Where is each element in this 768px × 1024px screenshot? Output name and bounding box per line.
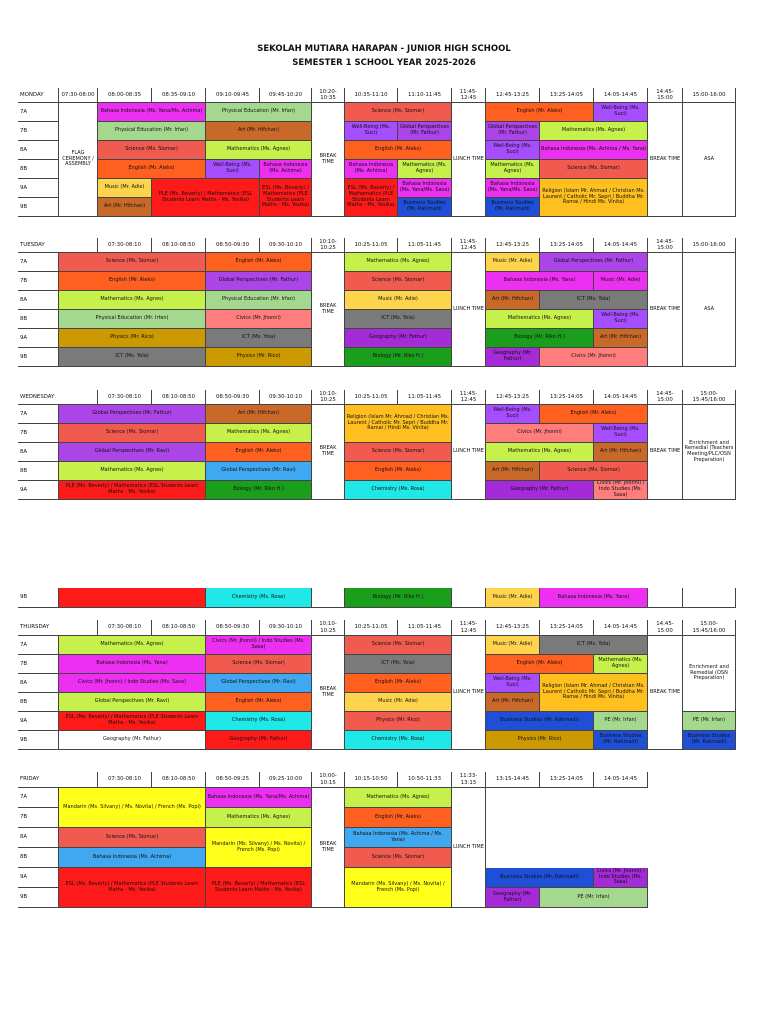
time-slot-header: 10:50-11:33 [398,772,452,788]
subject-cell: Science (Ms. Siomar) [345,848,452,868]
subject-cell: Bahasa Indonesia (Ms. Achima / Ms. Yana) [540,141,648,160]
subject-cell: Civics (Mr. Jhonni) [206,310,312,329]
subject-cell: PLE (Ms. Beverly) / Mathematics (ESL Students Learn Maths - Ms. Yesika) [152,179,260,217]
break-time: BREAK TIME [312,788,345,908]
subject-cell: Well-Being (Ms. Suci) [486,405,540,424]
time-slot-header: 08:50-09:30 [206,390,260,405]
subject-cell: Physics (Mr. Rico) [345,712,452,731]
subject-cell: ICT (Ms. Yola) [345,310,452,329]
subject-cell: ESL (Ms. Beverly) / Mathematics (PLE Students Learn Maths - Ms. Yesika) [260,179,312,217]
subject-cell: Mathematics (Ms. Agnes) [594,655,648,674]
subject-cell: Bahasa Indonesia (Ms. Achima) [345,160,398,179]
class-label: 9B [18,888,59,908]
break-time [648,588,683,608]
subject-cell: Well-Being (Ms. Suci) [486,141,540,160]
subject-cell: Bahasa Indonesia (Ms. Yana/Ms. Achima) [98,103,206,122]
subject-cell: Business Studies (Mr. Rahmadi) [486,198,540,217]
day-label: TUESDAY [18,238,98,253]
subject-cell: ICT (Ms. Yola) [206,329,312,348]
subject-cell: Music (Mr. Adie) [98,179,152,198]
class-label: 9B [18,348,59,367]
subject-cell: Art (Mr. Hifchan) [486,291,540,310]
class-label: 7A [18,253,59,272]
time-slot-header: 15:00-15:45/16:00 [683,620,736,636]
subject-cell: Well-Being (Ms. Suci) [594,103,648,122]
subject-cell: Biology (Mr. Riko H.) [206,481,312,500]
time-slot-header: 12:45-13:25 [486,88,540,103]
class-label: 9A [18,329,59,348]
subject-cell: PE (Mr. Irfan) [683,712,736,731]
day-label: FRIDAY [18,772,98,788]
lunch-time: LUNCH TIME [452,253,486,367]
subject-cell: Mathematics (Ms. Agnes) [345,253,452,272]
class-label: 7B [18,122,59,141]
subject-cell: ICT (Ms. Yola) [59,348,206,367]
subject-cell: Mandarin (Ms. Silvany) / Ms. Novita) / French (Ms. Popi) [206,828,312,868]
class-label: 8B [18,848,59,868]
class-label: 8A [18,141,59,160]
subject-cell: Mathematics (Ms. Agnes) [206,808,312,828]
subject-cell: Civics (Mr. Jhonni) [486,424,594,443]
subject-cell: Science (Ms. Siomar) [345,636,452,655]
time-slot-header: 09:30-10:10 [260,238,312,253]
time-slot-header: 09:30-10:10 [260,390,312,405]
class-label: 8A [18,828,59,848]
time-slot-header: 07:30-08:10 [98,390,152,405]
lunch-time: LUNCH TIME [452,788,486,908]
subject-cell: English (Mr. Aleks) [486,103,594,122]
subject-cell: Geography (Mr. Fathur) [486,888,540,908]
time-slot-header: 14:05-14:45 [594,772,648,788]
subject-cell: PLE (Ms. Beverly) / Mathematics (ESL Students Learn Maths - Ms. Yesika) [59,481,206,500]
subject-cell: ICT (Ms. Yola) [540,636,648,655]
subject-cell: Physical Education (Mr. Irfan) [59,310,206,329]
class-label: 9A [18,868,59,888]
subject-cell: Global Perspectives (Mr. Fathur) [398,122,452,141]
subject-cell: Bahasa Indonesia (Ms. Yana/Ms. Sasa) [486,179,540,198]
time-slot-header: 10:00-10:15 [312,772,345,788]
time-slot-header: 11:45-12:45 [452,390,486,405]
subject-cell: Science (Ms. Siomar) [540,160,648,179]
lunch-time [452,588,486,608]
subject-cell: Physics (Mr. Rico) [206,348,312,367]
time-slot-header: 13:25-14:05 [540,620,594,636]
subject-cell: Mathematics (Ms. Agnes) [540,122,648,141]
subject-cell: Biology (Mr. Riko H.) [345,348,452,367]
subject-cell: Mathematics (Ms. Agnes) [486,443,594,462]
subject-cell: Mathematics (Ms. Agnes) [486,310,594,329]
subject-cell: ESL (Ms. Beverly) / Mathematics (PLE Students Learn Maths - Ms. Yesika) [345,179,398,217]
break-time [312,588,345,608]
subject-cell: Religion (Islam Mr. Ahmad / Christian Ms. Laurent / Catholic Mr. Sepri / Buddha Mr. Ramai / Hindi Ms. Vinita) [345,405,452,443]
enrichment-remedial: Enrichment and Remedial (OSN Preparation) [683,636,736,712]
class-label: 7B [18,655,59,674]
break-time: BREAK TIME [312,405,345,500]
time-slot-header: 14:05-14:45 [594,620,648,636]
class-label: 8A [18,291,59,310]
time-slot-header: 13:25-14:05 [540,238,594,253]
class-label: 7B [18,272,59,291]
title-line-1: SEKOLAH MUTIARA HARAPAN - JUNIOR HIGH SCHOOL [257,44,511,54]
subject-cell: Mathematics (Ms. Agnes) [59,291,206,310]
time-slot-header: 14:45-15:00 [648,390,683,405]
time-slot-header: 12:45-13:25 [486,390,540,405]
time-slot-header: 12:45-13:25 [486,620,540,636]
time-slot-header: 09:10-09:45 [206,88,260,103]
day-label: WEDNESDAY [18,390,98,405]
subject-cell: ICT (Ms. Yola) [540,291,648,310]
subject-cell: Mathematics (Ms. Agnes) [206,141,312,160]
subject-cell: Geography (Mr. Fathur) [486,348,540,367]
subject-cell: English (Mr. Aleks) [98,160,206,179]
subject-cell: Well-Being (Ms. Suci) [486,674,540,693]
class-label: 9A [18,179,59,198]
lunch-time: LUNCH TIME [452,103,486,217]
class-label: 7A [18,103,59,122]
time-slot-header: 11:05-11:45 [398,390,452,405]
subject-cell: Bahasa Indonesia (Ms. Yana) [486,272,594,291]
flag-ceremony: FLAG CEREMONY / ASSEMBLY [59,103,98,217]
class-label: 7A [18,636,59,655]
time-slot-header: 11:05-11:45 [398,238,452,253]
subject-cell: Science (Ms. Siomar) [345,443,452,462]
subject-cell: Physics (Mr. Rico) [486,731,594,750]
break-time: BREAK TIME [648,253,683,367]
subject-cell: Mathematics (Ms. Agnes) [398,160,452,179]
time-slot-header: 11:45-12:45 [452,88,486,103]
lunch-time: LUNCH TIME [452,636,486,750]
subject-cell: English (Mr. Aleks) [345,141,452,160]
subject-cell: PLE (Ms. Beverly) / Mathematics (ESL Students Learn Maths - Ms. Yesika) [206,868,312,908]
time-slot-header: 11:45-12:45 [452,238,486,253]
time-slot-header: 11:33-13:15 [452,772,486,788]
subject-cell: Art (Mr. Hifchan) [594,443,648,462]
subject-cell: PE (Mr. Irfan) [594,712,648,731]
class-label: 7B [18,424,59,443]
break-time: BREAK TIME [312,636,345,750]
subject-cell: Mathematics (Ms. Agnes) [345,788,452,808]
subject-cell: Music (Mr. Adie) [594,272,648,291]
subject-cell: Religion (Islam Mr. Ahmad / Christian Ms. Laurent / Catholic Mr. Sepri / Buddha Mr. Ramai / Hindi Ms. Vinita) [540,674,648,712]
subject-cell: Music (Mr. Adie) [486,588,540,608]
title-line-2: SEMESTER 1 SCHOOL YEAR 2025-2026 [292,58,476,68]
subject-cell: Biology (Mr. Riko H.) [486,329,594,348]
subject-cell: Bahasa Indonesia (Ms. Yana/Ms. Sasa) [398,179,452,198]
time-slot-header: 15:00-16:00 [683,238,736,253]
subject-cell: Bahasa Indonesia (Ms. Yana) [59,655,206,674]
subject-cell: Mathematics (Ms. Agnes) [486,160,540,179]
subject-cell: Music (Mr. Adie) [345,291,452,310]
subject-cell: Bahasa Indonesia (Ms. Achima / Ms. Yana) [345,828,452,848]
time-slot-header: 14:05-14:45 [594,238,648,253]
subject-cell: Bahasa Indonesia (Ms. Achima) [260,160,312,179]
subject-cell: English (Mr. Aleks) [345,674,452,693]
subject-cell: Mathematics (Ms. Agnes) [59,636,206,655]
time-slot-header: 10:20-10:35 [312,88,345,103]
time-slot-header: 10:35-11:10 [345,88,398,103]
subject-cell: Chemistry (Ms. Rosa) [206,712,312,731]
subject-cell: Music (Mr. Adie) [486,636,540,655]
time-slot-header: 08:50-09:25 [206,772,260,788]
class-label: 7A [18,405,59,424]
time-slot-header: 09:30-10:10 [260,620,312,636]
time-slot-header: 11:45-12:45 [452,620,486,636]
subject-cell: Science (Ms. Siomar) [206,655,312,674]
subject-cell: Global Perspectives (Mr. Ravi) [59,443,206,462]
time-slot-header: 08:50-09:30 [206,238,260,253]
subject-cell: PE (Mr. Irfan) [540,888,648,908]
subject-cell: Global Perspectives (Mr. Fathur) [540,253,648,272]
subject-cell: Science (Ms. Siomar) [59,253,206,272]
subject-cell: English (Mr. Aleks) [486,655,594,674]
time-slot-header: 11:05-11:45 [398,620,452,636]
subject-cell: English (Mr. Aleks) [345,462,452,481]
subject-cell: Business Studies (Mr. Rahmadi) [594,731,648,750]
break-time: BREAK TIME [648,636,683,750]
time-slot-header: 14:05-14:45 [594,88,648,103]
subject-cell: English (Mr. Aleks) [540,405,648,424]
class-label: 9A [18,481,59,500]
subject-cell: Biology (Mr. Riko H.) [345,588,452,608]
subject-cell: Civics (Mr. Jhonni) / Indo Studies (Ms. Sasa) [206,636,312,655]
enrichment-remedial: Enrichment and Remedial (Teachers Meeting/PLC/OSN Preparation) [683,405,736,500]
subject-cell: Geography (Mr. Fathur) [206,731,312,750]
subject-cell: Mathematics (Ms. Agnes) [206,424,312,443]
subject-cell: Science (Ms. Siomar) [59,424,206,443]
subject-cell: Religion (Islam Mr. Ahmad / Christian Ms. Laurent / Catholic Mr. Sepri / Buddha Mr. Ramai / Hindi Ms. Vinita) [540,179,648,217]
subject-cell: Global Perspectives (Mr. Fathur) [486,122,540,141]
subject-cell: Civics (Mr. Jhonni) / Indo Studies (Ms. Sasa) [594,481,648,500]
subject-cell: Science (Ms. Siomar) [345,103,452,122]
subject-cell: Global Perspectives (Mr. Fathur) [59,405,206,424]
time-slot-header: 09:45-10:20 [260,88,312,103]
subject-cell: English (Mr. Aleks) [206,253,312,272]
subject-cell: Geography (Mr. Fathur) [486,481,594,500]
subject-cell: Science (Ms. Siomar) [59,828,206,848]
subject-cell: Chemistry (Ms. Rosa) [345,481,452,500]
subject-cell: Civics (Mr. Jhonni) / Indo Studies (Ms. Sasa) [59,674,206,693]
subject-cell: Art (Mr. Hifchan) [206,405,312,424]
time-slot-header: 13:25-14:05 [540,88,594,103]
subject-cell: English (Mr. Aleks) [345,808,452,828]
subject-cell: Bahasa Indonesia (Ms. Achima) [59,848,206,868]
time-slot-header: 08:50-09:30 [206,620,260,636]
time-slot-header: 08:10-08:50 [152,238,206,253]
subject-cell: Bahasa Indonesia (Ms. Yana) [540,588,648,608]
time-slot-header: 10:10-10:25 [312,620,345,636]
subject-cell: Civics (Mr. Jhonni) / Indo Studies (Ms. Sasa) [594,868,648,888]
time-slot-header: 07:30-08:10 [98,772,152,788]
break-time: BREAK TIME [648,405,683,500]
class-label: 7A [18,788,59,808]
class-label: 9B [18,731,59,750]
lunch-time: LUNCH TIME [452,405,486,500]
day-label: MONDAY [18,88,59,103]
time-slot-header: 14:45-15:00 [648,620,683,636]
subject-cell: Well-Being (Ms. Suci) [594,310,648,329]
time-slot-header: 14:05-14:45 [594,390,648,405]
subject-cell: Geography (Mr. Fathur) [345,329,452,348]
subject-cell: English (Mr. Aleks) [59,272,206,291]
time-slot-header: 14:45-15:00 [648,88,683,103]
class-label: 8B [18,310,59,329]
subject-cell: Global Perspectives (Mr. Ravi) [59,693,206,712]
time-slot-header: 08:10-08:50 [152,772,206,788]
time-slot-header: 14:45-15:00 [648,238,683,253]
subject-cell: Art (Mr. Hifchan) [98,198,152,217]
subject-cell: Physics (Mr. Rico) [59,329,206,348]
subject-cell: Business Studies (Mr. Rahmadi) [486,868,594,888]
subject-cell: Well-Being (Ms. Suci) [206,160,260,179]
subject-cell: Global Perspectives (Mr. Fathur) [206,272,312,291]
subject-cell: Physical Education (Mr. Irfan) [206,103,312,122]
class-label: 8B [18,462,59,481]
class-label: 8B [18,693,59,712]
time-slot-header: 09:25-10:00 [260,772,312,788]
subject-cell: Science (Ms. Siomar) [540,462,648,481]
subject-cell: Physical Education (Mr. Irfan) [98,122,206,141]
time-slot-header: 11:10-11:45 [398,88,452,103]
break-time: BREAK TIME [312,103,345,217]
subject-cell: Physical Education (Mr. Irfan) [206,291,312,310]
time-slot-header: 15:00-16:00 [683,88,736,103]
time-slot-header: 13:25-14:05 [540,772,594,788]
time-slot-header: 13:15-14:45 [486,772,540,788]
subject-cell: Science (Ms. Siomar) [98,141,206,160]
subject-cell: Music (Mr. Adie) [486,253,540,272]
subject-cell: Business Studies (Mr. Rahmadi) [486,712,594,731]
subject-cell: Well-Being (Ms. Suci) [345,122,398,141]
subject-cell: Civics (Mr. Jhonni) [540,348,648,367]
subject-cell [59,588,206,608]
time-slot-header: 07:30-08:00 [59,88,98,103]
subject-cell: ICT (Ms. Yola) [345,655,452,674]
time-slot-header: 12:45-13:25 [486,238,540,253]
class-label: 9B [18,198,59,217]
class-label: 8B [18,160,59,179]
time-slot-header: 10:25-11:05 [345,238,398,253]
class-label: 9B [18,588,59,608]
class-label: 8A [18,674,59,693]
subject-cell: English (Mr. Aleks) [206,443,312,462]
class-label: 9A [18,712,59,731]
subject-cell: Mandarin (Ms. Silvany) / Ms. Novita) / French (Ms. Popi) [59,788,206,828]
break-time: BREAK TIME [648,103,683,217]
subject-cell: Business Studies (Mr. Rahmadi) [398,198,452,217]
subject-cell: ESL (Ms. Beverly) / Mathematics (PLE Students Learn Maths - Ms. Yesika) [59,712,206,731]
time-slot-header: 08:35-09:10 [152,88,206,103]
time-slot-header: 08:00-08:35 [98,88,152,103]
time-slot-header: 13:25-14:05 [540,390,594,405]
asa-label: ASA [683,253,736,367]
subject-cell: ESL (Ms. Beverly) / Mathematics (PLE Students Learn Maths - Ms. Yesika) [59,868,206,908]
time-slot-header: 07:30-08:10 [98,238,152,253]
subject-cell: English (Mr. Aleks) [206,693,312,712]
subject-cell: Bahasa Indonesia (Ms. Yana/Ms. Achima) [206,788,312,808]
subject-cell: Business Studies (Mr. Rahmadi) [683,731,736,750]
break-time: BREAK TIME [312,253,345,367]
subject-cell: Art (Mr. Hifchan) [594,329,648,348]
class-label: 7B [18,808,59,828]
asa-label: ASA [683,103,736,217]
subject-cell: Chemistry (Ms. Rosa) [206,588,312,608]
subject-cell: Mandarin (Ms. Silvany) / Ms. Novita) / French (Ms. Popi) [345,868,452,908]
time-slot-header: 15:00-15:45/16:00 [683,390,736,405]
subject-cell: Music (Mr. Adie) [345,693,452,712]
time-slot-header: 10:10-10:25 [312,238,345,253]
subject-cell: Art (Mr. Hifchan) [206,122,312,141]
day-label: THURSDAY [18,620,98,636]
subject-cell: Science (Ms. Siomar) [345,272,452,291]
subject-cell: Geography (Mr. Fathur) [59,731,206,750]
time-slot-header: 10:25-11:05 [345,620,398,636]
subject-cell: Well-Being (Ms. Suci) [594,424,648,443]
enrichment-remedial [683,588,736,608]
time-slot-header: 08:10-08:50 [152,620,206,636]
time-slot-header: 08:10-08:50 [152,390,206,405]
subject-cell: Chemistry (Ms. Rosa) [345,731,452,750]
time-slot-header: 10:25-11:05 [345,390,398,405]
time-slot-header: 10:10-10:25 [312,390,345,405]
subject-cell: Global Perspectives (Mr. Ravi) [206,462,312,481]
time-slot-header: 10:15-10:50 [345,772,398,788]
subject-cell: Art (Mr. Hifchan) [486,693,540,712]
subject-cell: Global Perspectives (Mr. Ravi) [206,674,312,693]
subject-cell: Art (Mr. Hifchan) [486,462,540,481]
class-label: 8A [18,443,59,462]
subject-cell: Mathematics (Ms. Agnes) [59,462,206,481]
time-slot-header: 07:30-08:10 [98,620,152,636]
